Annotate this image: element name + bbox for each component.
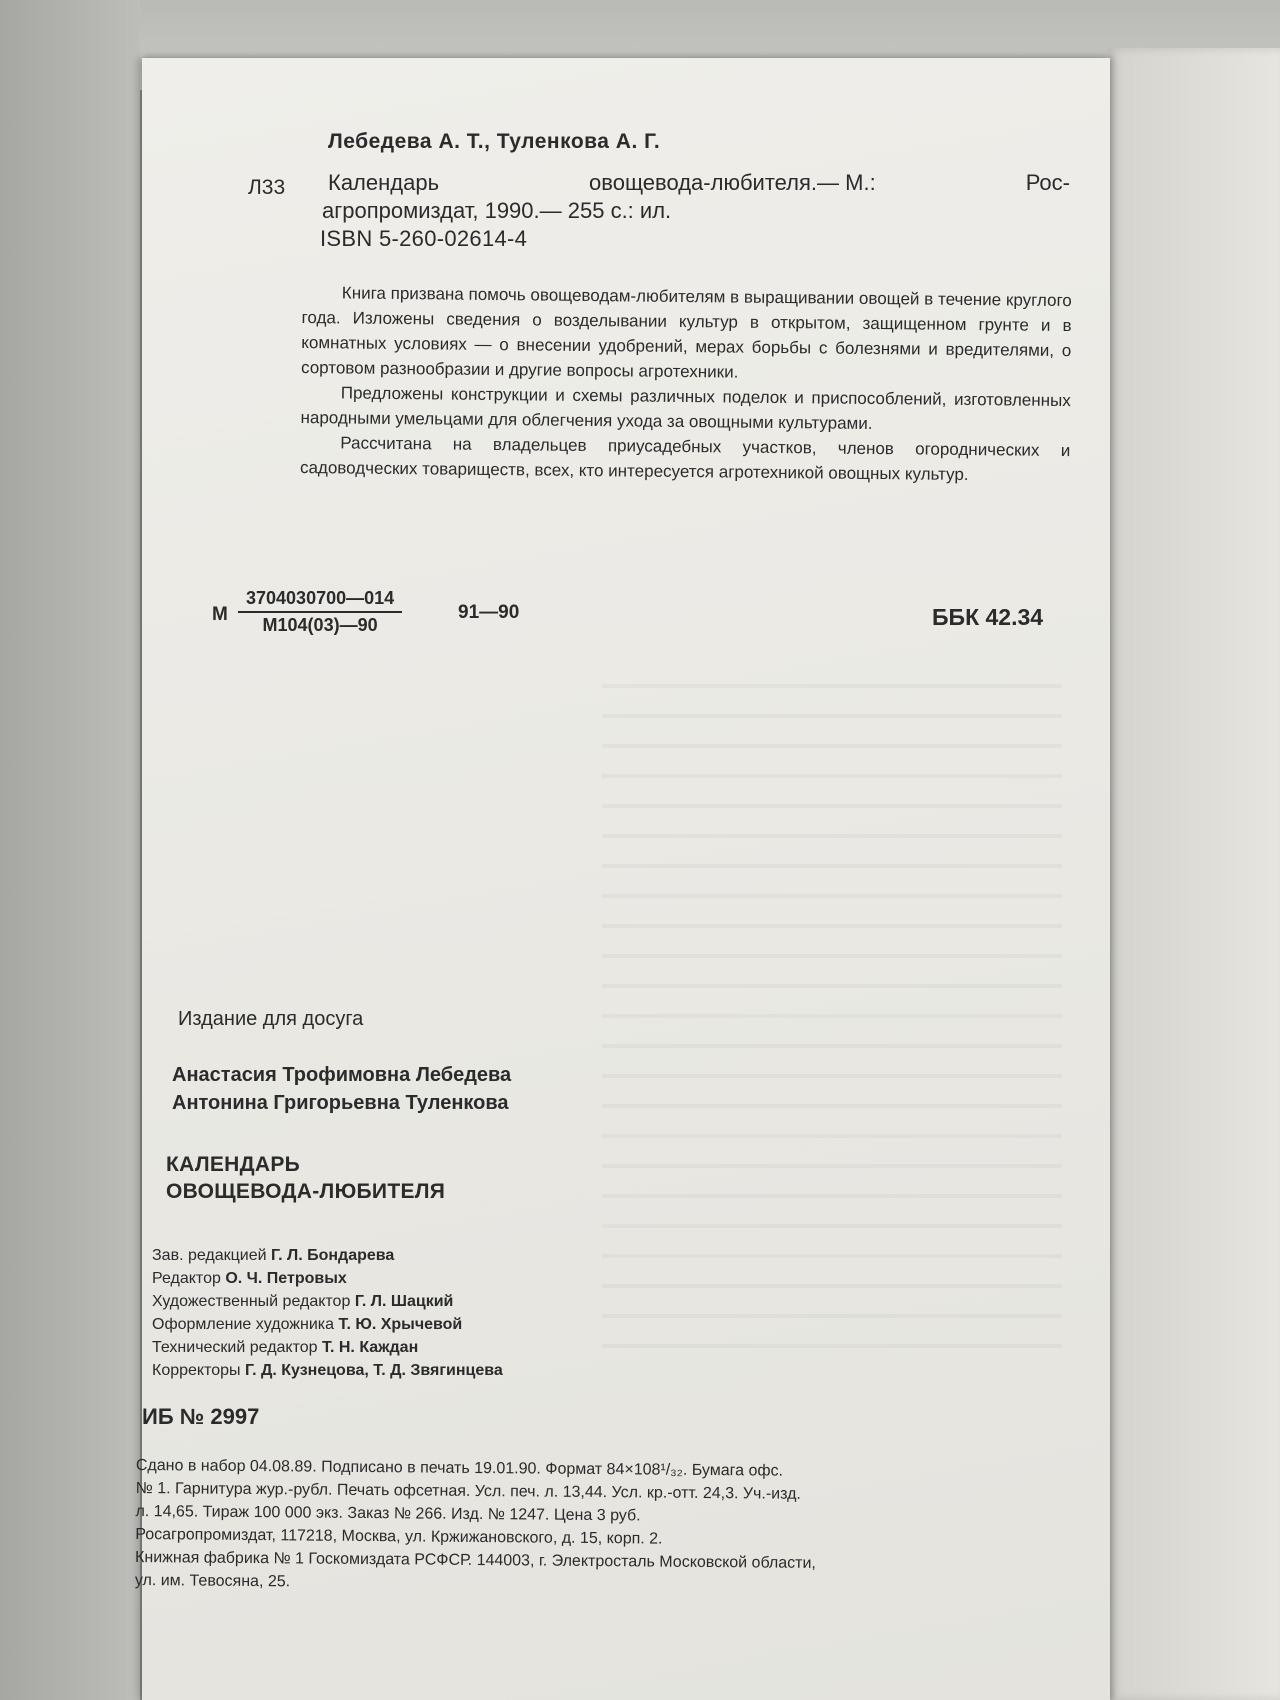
title-word: Рос- bbox=[1025, 170, 1070, 195]
show-through-text bbox=[602, 658, 1062, 1358]
abstract-paragraph: Предложены конструкции и схемы различных поделок и приспособлений, изготовленных народными умельцами для облегчения ухода за овощными культурами. bbox=[300, 383, 1071, 433]
factory-line: ул. им. Тевосяна, 25. bbox=[134, 1571, 291, 1591]
credit-row bbox=[152, 1290, 503, 1313]
print-details-line: л. 14,65. Тираж 100 000 экз. Заказ № 266. Изд. № 1247. Цена 3 руб. bbox=[135, 1502, 641, 1525]
credit-row bbox=[152, 1313, 503, 1336]
credit-row bbox=[152, 1336, 503, 1359]
edition-type: Издание для досуга bbox=[178, 1008, 364, 1030]
credit-role: Оформление художника bbox=[152, 1316, 335, 1333]
authors-heading: Лебедева А. Т., Туленкова А. Г. bbox=[328, 130, 661, 153]
classification-denominator: М104(03)—90 bbox=[262, 615, 378, 635]
book-title-line: ОВОЩЕВОДА-ЛЮБИТЕЛЯ bbox=[166, 1180, 446, 1203]
credit-role: Редактор bbox=[152, 1270, 221, 1287]
credit-name: Т. Н. Каждан bbox=[322, 1339, 419, 1356]
credit-row bbox=[152, 1244, 503, 1267]
ib-number: ИБ № 2997 bbox=[142, 1404, 260, 1429]
bibliographic-title-line-2: агропромиздат, 1990.— 255 с.: ил. bbox=[322, 198, 672, 223]
title-word: овощевода-любителя.— М.: bbox=[589, 170, 876, 195]
background-surface-left bbox=[0, 0, 140, 1700]
print-details-line: Сдано в набор 04.08.89. Подписано в печать 19.01.90. Формат 84×108¹/₃₂. Бумага офс. bbox=[135, 1456, 784, 1480]
credit-role: Корректоры bbox=[152, 1362, 241, 1379]
catalog-code: Л33 bbox=[248, 176, 286, 199]
credits-list bbox=[152, 1244, 503, 1382]
book-page bbox=[134, 58, 1110, 1700]
credit-row bbox=[152, 1267, 503, 1290]
bibliographic-title-line-1 bbox=[328, 170, 1070, 196]
credit-role: Технический редактор bbox=[152, 1339, 318, 1356]
classification-suffix: 91—90 bbox=[458, 602, 520, 623]
abstract-paragraph: Рассчитана на владельцев приусадебных участков, членов огороднических и садоводческих товариществ, всех, кто интересуется агротехникой овощных культур. bbox=[299, 433, 1071, 484]
author-full-name: Анастасия Трофимовна Лебедева bbox=[172, 1064, 512, 1086]
publisher-address: Росагропромиздат, 117218, Москва, ул. Кржижановского, д. 15, корп. 2. bbox=[135, 1525, 663, 1548]
abstract bbox=[300, 280, 1072, 488]
bbk-index: ББК 42.34 bbox=[932, 604, 1044, 630]
title-word: Календарь bbox=[328, 170, 440, 195]
classification-numerator: 3704030700—014 bbox=[238, 588, 402, 613]
credit-name: О. Ч. Петровых bbox=[225, 1270, 347, 1287]
author-full-name: Антонина Григорьевна Туленкова bbox=[172, 1092, 509, 1114]
abstract-paragraph: Книга призвана помочь овощеводам-любителям в выращивании овощей в течение круглого года. Изложены сведения о возделывании культур в открытом, защищенном грунте и в комнатных условиях — о внесении удобрений, мерах борьбы с болезнями и вредителями, о сортовом разнообразии и другие вопросы агротехники. bbox=[300, 283, 1072, 382]
credit-role: Зав. редакцией bbox=[152, 1247, 267, 1264]
facing-page-edge bbox=[1108, 48, 1280, 1700]
credit-name: Г. Л. Шацкий bbox=[354, 1293, 454, 1310]
book-title-line: КАЛЕНДАРЬ bbox=[166, 1153, 301, 1176]
classification-fraction bbox=[238, 588, 402, 636]
credit-name: Г. Д. Кузнецова, Т. Д. Звягинцева bbox=[245, 1362, 503, 1379]
imprint bbox=[135, 1454, 1084, 1600]
credit-role: Художественный редактор bbox=[152, 1293, 351, 1310]
factory-line: Книжная фабрика № 1 Госкомиздата РСФСР. 144003, г. Электросталь Московской области, bbox=[135, 1548, 816, 1572]
classification-prefix: М bbox=[212, 604, 228, 625]
credit-row bbox=[152, 1359, 503, 1382]
credit-name: Г. Л. Бондарева bbox=[271, 1247, 395, 1264]
credit-name: Т. Ю. Хрычевой bbox=[338, 1316, 463, 1333]
print-details-line: № 1. Гарнитура жур.-рубл. Печать офсетная. Усл. печ. л. 13,44. Усл. кр.-отт. 24,3. Уч.-изд. bbox=[135, 1479, 801, 1503]
isbn: ISBN 5-260-02614-4 bbox=[320, 226, 528, 251]
